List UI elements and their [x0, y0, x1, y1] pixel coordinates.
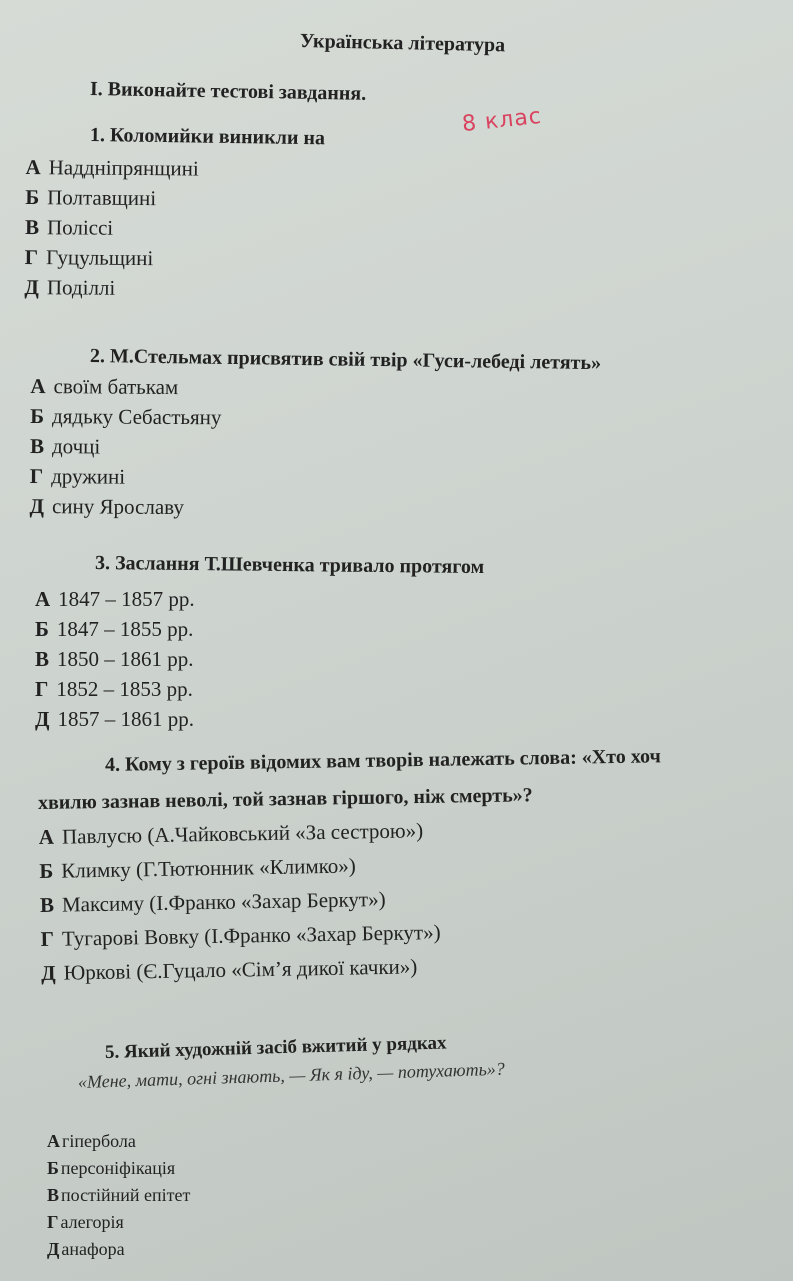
option-text: дружині — [51, 464, 126, 489]
option-e — [35, 704, 195, 734]
option-text: Климку (Г.Тютюнник «Климко») — [61, 853, 357, 883]
option-d — [30, 461, 221, 492]
option-letter: А — [35, 587, 51, 611]
option-letter: Г — [47, 1212, 59, 1232]
option-text: дочці — [51, 434, 101, 459]
option-text: Наддніпрянщині — [48, 155, 199, 181]
section-heading: І. Виконайте тестові завдання. — [89, 78, 367, 105]
question-2-options — [29, 371, 221, 522]
option-text: Павлусю (А.Чайковський «За сестрою») — [61, 818, 424, 849]
option-text: 1847 – 1857 рр. — [58, 587, 195, 611]
option-letter: Б — [35, 617, 49, 641]
option-e — [41, 949, 442, 990]
option-text: гіпербола — [62, 1131, 136, 1151]
page-title: Українська література — [299, 30, 506, 57]
option-c — [35, 644, 195, 674]
option-b — [30, 401, 221, 432]
option-letter: В — [39, 892, 55, 917]
question-4-options — [39, 813, 442, 990]
option-text: постійний епітет — [61, 1185, 191, 1205]
handwritten-grade-note: 8 клас — [460, 103, 544, 138]
option-text: Максиму (І.Франко «Захар Беркут») — [61, 886, 386, 917]
option-letter: Д — [47, 1239, 60, 1259]
option-a — [39, 813, 440, 854]
option-letter: А — [47, 1131, 60, 1151]
option-letter: А — [25, 155, 41, 180]
option-text: 1857 – 1861 рр. — [57, 707, 194, 731]
option-text: Поліссі — [46, 215, 114, 240]
question-5-quote: «Мене, мати, огні знають, — Як я іду, — потухають»? — [77, 1058, 506, 1092]
question-3-options — [35, 584, 195, 734]
option-letter: Д — [35, 707, 50, 731]
option-letter: Б — [25, 185, 40, 210]
option-letter: Г — [35, 677, 49, 701]
option-letter: Д — [40, 960, 56, 985]
question-5: 5. Який художній засіб вжитий у рядках — [104, 1032, 447, 1063]
option-c — [47, 1182, 190, 1209]
option-letter: А — [38, 824, 55, 850]
question-5-options — [47, 1128, 190, 1263]
option-text: 1852 – 1853 рр. — [56, 677, 193, 701]
option-text: алегорія — [60, 1212, 124, 1232]
option-c — [25, 212, 198, 244]
option-letter: Г — [29, 463, 44, 489]
option-e — [29, 491, 220, 522]
option-text: своїм батькам — [53, 374, 179, 400]
option-c — [30, 431, 221, 462]
question-1: 1. Коломийки виникли на — [89, 124, 326, 150]
option-d — [35, 674, 195, 704]
option-text: Гуцульщині — [46, 245, 154, 271]
option-b — [25, 182, 198, 214]
option-text: 1847 – 1855 рр. — [56, 617, 194, 641]
option-letter: В — [47, 1185, 60, 1205]
question-1-options — [24, 152, 199, 304]
option-a — [25, 152, 198, 184]
option-text: сину Ярославу — [51, 494, 185, 520]
option-b — [35, 614, 195, 644]
option-letter: А — [30, 374, 46, 399]
option-a — [30, 371, 221, 402]
option-d — [25, 242, 198, 274]
option-letter: В — [24, 215, 40, 240]
option-letter: Г — [24, 244, 39, 270]
option-a — [47, 1128, 190, 1155]
option-letter: Д — [24, 274, 40, 300]
option-b — [47, 1155, 190, 1182]
option-text: Юркові (Є.Гуцало «Сім’я дикої качки») — [63, 954, 418, 985]
option-text: Полтавщині — [47, 185, 157, 211]
option-e — [24, 272, 197, 304]
option-e — [47, 1236, 190, 1263]
option-letter: Б — [39, 858, 54, 884]
option-a — [35, 584, 195, 614]
option-letter: В — [35, 647, 50, 671]
question-3: 3. Заслання Т.Шевченка тривало протягом — [94, 552, 485, 579]
option-letter: Г — [40, 926, 55, 951]
question-4-line-2: хвилю зазнав неволі, той зазнав гіршого, ніж смерть»? — [37, 784, 533, 814]
option-text: Тугарові Вовку (І.Франко «Захар Беркут») — [61, 920, 441, 951]
option-text: анафора — [61, 1239, 125, 1259]
option-text: 1850 – 1861 рр. — [57, 647, 194, 671]
option-letter: Б — [47, 1158, 59, 1178]
option-letter: Б — [30, 404, 45, 429]
option-text: дядьку Себастьяну — [52, 404, 222, 430]
option-letter: Д — [29, 493, 45, 519]
option-text: Поділлі — [46, 275, 116, 300]
question-4-line-1: 4. Кому з героїв відомих вам творів належать слова: «Хто хоч — [104, 745, 661, 776]
option-text: персоніфікація — [60, 1158, 176, 1178]
question-2: 2. М.Стельмах присвятив свій твір «Гуси-лебеді летять» — [89, 345, 602, 375]
option-letter: В — [29, 434, 45, 459]
option-d — [47, 1209, 190, 1236]
